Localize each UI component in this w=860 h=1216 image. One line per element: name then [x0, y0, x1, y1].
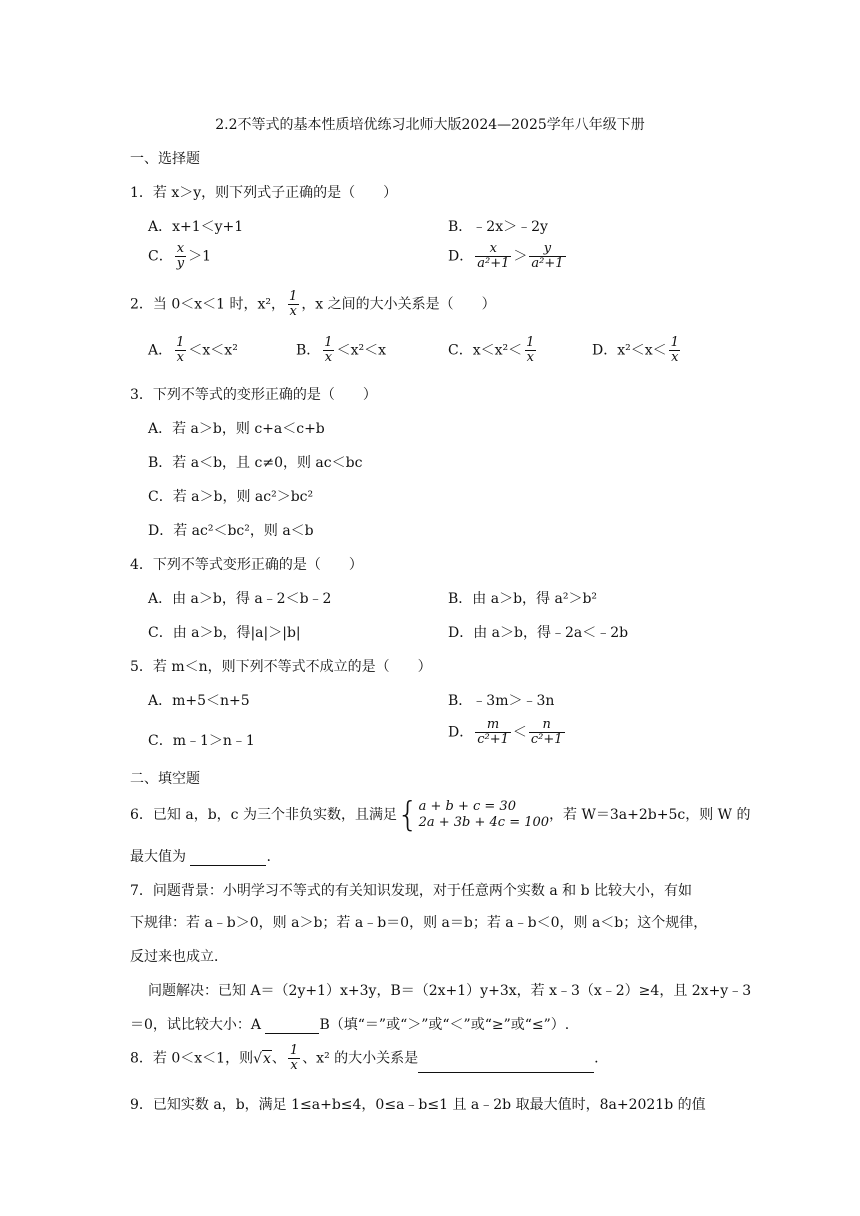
sqrt-symbol: √x — [253, 1050, 271, 1067]
question-4-option-d: D．由 a＞b，得﹣2a＜﹣2b — [448, 625, 629, 641]
question-3-option-b: B．若 a＜b，且 c≠0，则 ac＜bc — [148, 455, 363, 471]
question-3-option-d: D．若 ac²＜bc²，则 a＜b — [148, 523, 314, 539]
question-2-option-b: B． $\frac{1}{x}$ ＜x²＜x — [296, 335, 386, 365]
question-7-line-1: 7．问题背景：小明学习不等式的有关知识发现，对于任意两个实数 a 和 b 比较大小，有如 — [130, 883, 693, 899]
question-3-stem: 3．下列不等式的变形正确的是（ ） — [130, 387, 377, 403]
question-1-option-b: B．﹣2x＞﹣2y — [448, 219, 548, 235]
question-8-line: 8．若 0＜x＜1，则√x、 $\frac{1}{x}$ 、x² 的大小关系是 . — [130, 1043, 599, 1073]
question-5-option-a: A．m+5＜n+5 — [148, 693, 250, 709]
question-2-option-d: D．x²＜x＜ $\frac{1}{x}$ — [592, 335, 679, 365]
question-3-option-c: C．若 a＞b，则 ac²＞bc² — [148, 489, 314, 505]
question-7-line-3: 反过来也成立． — [130, 949, 228, 965]
question-1-option-c: C． $\frac{x}{y}$ ＞1 — [148, 241, 211, 271]
answer-blank[interactable] — [418, 1058, 594, 1073]
page-title: 2.2不等式的基本性质培优练习北师大版2024—2025学年八年级下册 — [215, 117, 645, 133]
section-heading-fill: 二、填空题 — [130, 771, 200, 787]
question-6-line-2: 最大值为 . — [130, 849, 271, 865]
question-1-stem: 1．若 x＞y，则下列式子正确的是（ ） — [130, 185, 398, 201]
question-2-option-a: A． $\frac{1}{x}$ ＜x＜x² — [148, 335, 238, 365]
question-5-option-d: D． $\frac{m}{\text{c²+1}}$ ＜ $\frac{n}{\text{c²+1}}$ — [448, 717, 563, 747]
question-9-line-1: 9．已知实数 a，b，满足 1≤a+b≤4，0≤a﹣b≤1 且 a﹣2b 取最大值时，8a+2021b 的值 — [130, 1097, 706, 1113]
section-heading-choice: 一、选择题 — [130, 151, 200, 167]
answer-blank[interactable] — [265, 1019, 319, 1034]
question-2-stem: 2．当 0＜x＜1 时，x²， $\frac{1}{x}$ ，x 之间的大小关系是（ ） — [130, 289, 496, 319]
question-3-option-a: A．若 a＞b，则 c+a＜c+b — [148, 421, 325, 437]
equation-system: { a + b + c = 30 2a + 3b + 4c = 100 — [396, 795, 550, 835]
question-2-option-c: C．x＜x²＜ $\frac{1}{x}$ — [448, 335, 535, 365]
question-5-option-c: C．m﹣1＞n﹣1 — [148, 733, 255, 749]
question-1-option-d: D． $\frac{x}{\text{a²+1}}$ ＞ $\frac{y}{\text{a²+1}}$ — [448, 241, 564, 271]
question-4-option-a: A．由 a＞b，得 a﹣2＜b﹣2 — [148, 591, 332, 607]
question-4-option-c: C．由 a＞b，得|a|＞|b| — [148, 625, 301, 641]
question-7-line-4: 问题解决：已知 A＝（2y+1）x+3y，B＝（2x+1）y+3x，若 x﹣3（x﹣2）≥4，且 2x+y﹣3 — [148, 983, 752, 999]
question-5-stem: 5．若 m＜n，则下列不等式不成立的是（ ） — [130, 659, 432, 675]
question-5-option-b: B．﹣3m＞﹣3n — [448, 693, 555, 709]
question-4-stem: 4．下列不等式变形正确的是（ ） — [130, 557, 363, 573]
question-4-option-b: B．由 a＞b，得 a²＞b² — [448, 591, 598, 607]
answer-blank[interactable] — [190, 851, 266, 866]
question-7-line-2: 下规律：若 a﹣b＞0，则 a＞b；若 a﹣b＝0，则 a＝b；若 a﹣b＜0，则 a＜b；这个规律， — [130, 915, 708, 931]
question-7-line-5: ＝0，试比较大小：A B（填“＝”或“＞”或“＜”或“≥”或“≤”）. — [130, 1017, 570, 1033]
question-1-option-a: A．x+1＜y+1 — [148, 219, 244, 235]
question-6-line-1: 6．已知 a，b，c 为三个非负实数，且满足 { a + b + c = 30 2a + 3b + 4c = 100 ，若 W＝3a+2b+5c，则 W 的 — [130, 795, 751, 835]
